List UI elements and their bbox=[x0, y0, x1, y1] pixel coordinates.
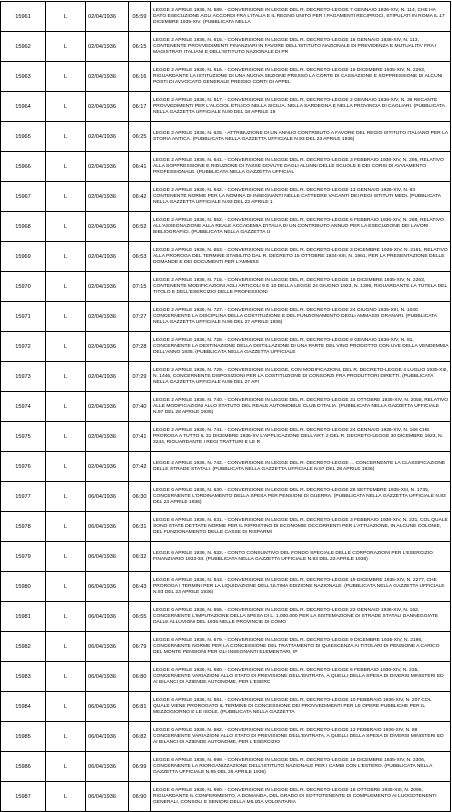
record-date-cell: 02/04/1936 bbox=[86, 2, 129, 32]
record-type-cell: L bbox=[46, 32, 86, 62]
record-time-cell: 06:25 bbox=[129, 122, 151, 152]
record-type-cell: L bbox=[46, 242, 86, 272]
record-description-cell bbox=[151, 542, 451, 572]
record-time-cell: 07:15 bbox=[129, 272, 151, 302]
record-date-cell: 06/04/1936 bbox=[86, 602, 129, 632]
record-description-text: LEGGE 2 APRILE 1936, N. 625. - ATTRIBUZIONE DI UN ANNUO CONTRIBUTO A FAVORE DEL REGIO ISTITUTO ITALIANO PER LA STORIA ANTICA. (PUBBLICATA NELLA GAZZETTA UFFICIALE N.93 DEL 23 APRILE 1936) bbox=[153, 130, 448, 142]
record-number-cell: 15966 bbox=[1, 152, 46, 182]
record-date-cell: 06/04/1936 bbox=[86, 512, 129, 542]
record-description-text: LEGGE 6 APRILE 1936, N. 690. - CONVERSIONE IN LEGGE DEL R. DECRETO-LEGGE 18 OTTOBRE 1935-XIII, N. 2096, RIGUARDANTE IL CONFERIMENTO, A DOMANDA, DEL GRADO DI SOTTOTENENTE DI COMPLEMENTO AI LUOGOTENENTI GENERALI, CONSOLI E SENIORI DELLA MILIZIA VOLONTARIA bbox=[153, 787, 437, 805]
record-number-cell: 15965 bbox=[1, 122, 46, 152]
record-date-cell: 02/04/1936 bbox=[86, 62, 129, 92]
record-number-cell: 15967 bbox=[1, 182, 46, 212]
record-type-cell: L bbox=[46, 92, 86, 122]
record-time-cell: 06:90 bbox=[129, 782, 151, 812]
record-number-cell: 15973 bbox=[1, 362, 46, 392]
record-description-text: LEGGE 2 APRILE 1936, N. 729. - CONVERSIONE IN LEGGE, CON MODIFICAZIONI, DEL R. DECRETO-LEGGE 4 LUGLIO 1935-XIII, N. 1446, CONCERNENTE DISPOSIZIONI PER LA COSTITUZIONE DI CONSORZI FRA PRODUTTORI DIRETTI. (PUBBLICATA NELLA GAZZETTA UFFICIALE N.96 DEL 27 API bbox=[153, 367, 448, 385]
table-row[interactable] bbox=[1, 362, 451, 392]
record-description-text: LEGGE 2 APRILE 1936, N. 642. - CONVERSIONE IN LEGGE DEL R. DECRETO-LEGGE 13 GENNAIO 1936-XIV, N. 93 CONTENENTE NORME PER LA NOMINA DI INSEGNANTI NELLE CATTEDRE VACANTI DEI REGI ISTITUTI MEDI. (PUBBLICATA NELLA GAZZETTA UFFICIALE N.93 DEL 23 APRILE 1 bbox=[153, 187, 441, 205]
record-type-cell: L bbox=[46, 752, 86, 782]
record-type-cell: L bbox=[46, 62, 86, 92]
record-date-cell: 02/04/1936 bbox=[86, 362, 129, 392]
record-description-cell bbox=[151, 692, 451, 722]
record-date-cell: 02/04/1936 bbox=[86, 92, 129, 122]
record-date-cell: 06/04/1936 bbox=[86, 632, 129, 662]
record-description-text: LEGGE 6 APRILE 1936, N. 699. - CONVERSIONE IN LEGGE DEL R. DECRETO-LEGGE 19 DICEMBRE 1935-XIV, N. 2306, CONCERNENTE LA RIORGANIZZAZIONE DELL'ISTITUTO NAZIONALE PER I CAMBI CON L'ESTERO. (PUBBLICATA NELLA GAZZETTA UFFICIALE N.95 DEL 25 APRILE 1936) bbox=[153, 757, 433, 775]
record-number-cell: 15979 bbox=[1, 542, 46, 572]
record-date-cell: 02/04/1936 bbox=[86, 212, 129, 242]
record-description-text: LEGGE 6 APRILE 1936, N. 680. - CONVERSIONE IN LEGGE DEL R. DECRETO-LEGGE 6 FEBBRAIO 1936-XIV, N. 235, CONCERNENTE VARIAZIONI ALLO STATO DI PREVISIONE DELL'ENTRATA, A QUELLI DELLA SPESA DI DIVERSI MINISTERI ED AI BILANCI DI AZIENDE AUTONOME, PER L'ESERC bbox=[153, 667, 444, 685]
record-description-text: LEGGE 2 APRILE 1936, N. 741. - CONVERSIONE IN LEGGE DEL R. DECRETO-LEGGE 24 GENNAIO 1936-XIV, N. 166 CHE PROROGA A TUTTO IL 31 DICEMBRE 1936-XV L'APPLICAZIONE DELL'ART. 2 DEL R. DECRETO-LEGGE 30 DICEMBRE 1923, N. 3244, RIGUARDANTE I REGI TRATTURI E LE R bbox=[153, 427, 444, 445]
record-description-text: LEGGE 2 APRILE 1936, N. 652. - CONVERSIONE IN LEGGE DEL R. DECRETO-LEGGE 6 FEBBRAIO 1936-XIV, N. 288, RELATIVO ALL'ASSEGNAZIONE ALLA REALE ACCADEMIA D'ITALIA DI UN CONTRIBUTO ANNUO PER LA ESECUZIONE DEI LAVORI BIBLIOGRAFICI. (PUBBLICATA NELLA GAZZETTA U bbox=[153, 217, 444, 235]
record-time-cell: 07:42 bbox=[129, 452, 151, 482]
record-description-cell bbox=[151, 572, 451, 602]
record-number-cell: 15976 bbox=[1, 452, 46, 482]
record-description-cell bbox=[151, 302, 451, 332]
record-time-cell: 07:28 bbox=[129, 332, 151, 362]
record-description-text: LEGGE 2 APRILE 1936, N. 727. - CONVERSIONE IN LEGGE DEL R. DECRETO-LEGGE 24 GIUGNO 1935-XIII, N. 1040 CONCERNENTE LA DISCIPLINA DELLA COSTITUZIONE E DEL FUNZIONAMENTO DEGLI AMMASSI GRANARI. (PUBBLICATA NELLA GAZZETTA UFFICIALE N.96 DEL 27 APRILE 1936) bbox=[153, 307, 437, 325]
record-time-cell: 06:31 bbox=[129, 512, 151, 542]
record-description-cell bbox=[151, 512, 451, 542]
record-type-cell: L bbox=[46, 662, 86, 692]
record-description-cell bbox=[151, 332, 451, 362]
table-row[interactable] bbox=[1, 2, 451, 32]
record-type-cell: L bbox=[46, 782, 86, 812]
table-row[interactable] bbox=[1, 692, 451, 722]
table-row[interactable] bbox=[1, 212, 451, 242]
record-description-text: LEGGE 6 APRILE 1936, N. 643. - CONVERSIONE IN LEGGE DEL R. DECRETO-LEGGE 19 DICEMBRE 1935-XIV, N. 2277, CHE PROROGA I TERMINI PER LA LIQUIDAZIONE DELL'ULTIMA EDIZIONE NAZIONALE. (PUBBLICATA NELLA GAZZETTA UFFICIALE N.93 DEL 23 APRILE 1936) bbox=[153, 577, 445, 595]
record-number-cell: 15962 bbox=[1, 32, 46, 62]
record-description-text: LEGGE 6 APRILE 1936, N. 655. - CONVERSIONE IN LEGGE DEL R. DECRETO-LEGGE 23 GENNAIO 1936-XIV, N. 162, CONCERNENTE L'IMPUTAZIONE DELLA SPESA DI L. 1.000.000 PER LA SISTEMAZIONE DI STRADE STATALI DANNEGGIATE DALLE ALLUVIONI DEL 1935 NELLE PROVINCIE DI COMO bbox=[153, 607, 439, 625]
record-time-cell: 06:41 bbox=[129, 152, 151, 182]
record-date-cell: 06/04/1936 bbox=[86, 482, 129, 512]
record-date-cell: 06/04/1936 bbox=[86, 782, 129, 812]
record-number-cell: 15969 bbox=[1, 242, 46, 272]
record-description-cell bbox=[151, 182, 451, 212]
record-type-cell: L bbox=[46, 362, 86, 392]
record-number-cell: 15971 bbox=[1, 302, 46, 332]
record-time-cell: 06:42 bbox=[129, 182, 151, 212]
record-number-cell: 15970 bbox=[1, 272, 46, 302]
table-row[interactable] bbox=[1, 722, 451, 752]
record-date-cell: 06/04/1936 bbox=[86, 572, 129, 602]
record-time-cell: 06:80 bbox=[129, 662, 151, 692]
record-type-cell: L bbox=[46, 392, 86, 422]
record-time-cell: 06:79 bbox=[129, 632, 151, 662]
record-date-cell: 02/04/1936 bbox=[86, 392, 129, 422]
table-row[interactable] bbox=[1, 182, 451, 212]
records-table-body bbox=[1, 2, 451, 812]
record-description-cell bbox=[151, 782, 451, 812]
table-row[interactable] bbox=[1, 392, 451, 422]
record-date-cell: 02/04/1936 bbox=[86, 272, 129, 302]
record-time-cell: 07:40 bbox=[129, 392, 151, 422]
record-description-cell bbox=[151, 122, 451, 152]
record-description-cell bbox=[151, 452, 451, 482]
record-number-cell: 15985 bbox=[1, 722, 46, 752]
record-type-cell: L bbox=[46, 572, 86, 602]
table-row[interactable] bbox=[1, 62, 451, 92]
record-type-cell: L bbox=[46, 692, 86, 722]
record-number-cell: 15981 bbox=[1, 602, 46, 632]
record-number-cell: 15983 bbox=[1, 662, 46, 692]
record-description-text: LEGGE 6 APRILE 1936, N. 682. - CONVERSIONE IN LEGGE DEL R. DECRETO-LEGGE 13 FEBBRAIO 1936-XIV, N. 88 CONCERNENTE VARIAZIONI ALLO STATO DI PREVISIONE DELL'ENTRATA, A QUELLI DELLA SPESA DI DIVERSI MINISTERI ED AI BILANCI DI AZIENDE AUTONOME, PER L'ESERCIZIO bbox=[153, 727, 444, 745]
record-time-cell: 06:30 bbox=[129, 482, 151, 512]
table-row[interactable] bbox=[1, 302, 451, 332]
record-type-cell: L bbox=[46, 212, 86, 242]
record-date-cell: 06/04/1936 bbox=[86, 752, 129, 782]
record-type-cell: L bbox=[46, 422, 86, 452]
record-description-text: LEGGE 2 APRILE 1936, N. 589. - CONVERSIONE IN LEGGE DEL R. DECRETO-LEGGE 7 GENNAIO 1936-XIV, N. 114, CHE HA DATO ESECUZIONE AGLI ACCORDI FRA L'ITALIA E IL REGNO UNITO PER I PAGAMENTI RECIPROCI, STIPULATI IN ROMA IL 17 DICEMBRE 1935-XIV. (PUBBLICATA NELLA bbox=[153, 7, 445, 25]
record-description-cell bbox=[151, 752, 451, 782]
record-description-cell bbox=[151, 392, 451, 422]
record-description-text: LEGGE 2 APRILE 1936, N. 728. - CONVERSIONE IN LEGGE DEL R. DECRETO-LEGGE 9 GENNAIO 1936-XIV, N. 81, CONCERNENTE LA DESTINAZIONE DELLA DISTILLAZIONE DI UNA PARTE DEL VINO PRODOTTO CON UVE DELLA VENDEMMIA DELL'ANNO 1935. (PUBBLICATA NELLA GAZZETTA UFFICIALE bbox=[153, 337, 449, 355]
record-date-cell: 02/04/1936 bbox=[86, 242, 129, 272]
record-time-cell: 06:82 bbox=[129, 722, 151, 752]
record-number-cell: 15968 bbox=[1, 212, 46, 242]
record-description-cell bbox=[151, 242, 451, 272]
record-date-cell: 06/04/1936 bbox=[86, 662, 129, 692]
record-description-cell bbox=[151, 212, 451, 242]
record-description-cell bbox=[151, 32, 451, 62]
record-time-cell: 06:52 bbox=[129, 212, 151, 242]
record-date-cell: 06/04/1936 bbox=[86, 722, 129, 752]
record-description-cell bbox=[151, 62, 451, 92]
record-description-text: LEGGE 2 APRILE 1936, N. 653. - CONVERSIONE IN LEGGE DEL R. DECRETO-LEGGE 3 DICEMBRE 1935-XIV, N. 2161, RELATIVO ALLA PROROGA DEL TERMINE STABILITO DAL R. DECRETO 15 OTTOBRE 1934-XIII, N. 1961, PER LA PRESENTAZIONE DELLE DOMANDE E DEI DOCUMENTI PER L'AMMISS bbox=[153, 247, 448, 265]
record-description-cell bbox=[151, 722, 451, 752]
table-row[interactable] bbox=[1, 662, 451, 692]
record-number-cell: 15987 bbox=[1, 782, 46, 812]
record-type-cell: L bbox=[46, 722, 86, 752]
record-time-cell: 07:29 bbox=[129, 362, 151, 392]
record-description-cell bbox=[151, 152, 451, 182]
record-number-cell: 15982 bbox=[1, 632, 46, 662]
record-description-text: LEGGE 6 APRILE 1936, N. 632. - CONTO CONSUNTIVO DEL FONDO SPECIALE DELLE CORPORAZIONI PER L'ESERCIZIO FINANZIARIO 1933-34. (PUBBLICATA NELLA GAZZETTA UFFICIALE N.93 DEL 23 APRILE 1936) bbox=[153, 550, 433, 562]
table-row[interactable] bbox=[1, 32, 451, 62]
record-description-text: LEGGE 2 APRILE 1936, N. 617. - CONVERSIONE IN LEGGE DEL R. DECRETO-LEGGE 2 GENNAIO 1936-XIV, N. 39 RECANTE PROVVEDIMENTI PER L'ALCOOL ETILICO NELLA SICILIA, NELLA SARDEGNA E NELLA PROVINCIA DI CAGLIARI. (PUBBLICATA NELLA GAZZETTA UFFICIALE N.90 DEL 18 APRILE 19 bbox=[153, 97, 445, 115]
record-date-cell: 02/04/1936 bbox=[86, 452, 129, 482]
record-number-cell: 15975 bbox=[1, 422, 46, 452]
record-type-cell: L bbox=[46, 542, 86, 572]
record-time-cell: 05:59 bbox=[129, 2, 151, 32]
record-description-text: LEGGE 6 APRILE 1936, N. 630. - CONVERSIONE IN LEGGE DEL R. DECRETO-LEGGE 28 SETTEMBRE 1935-XIII, N. 1735, CONCERNENTE L'ORDINAMENTO DELLA SPESA PER PENSIONI DI GUERRA. (PUBBLICATA NELLA GAZZETTA UFFICIALE N.93 DEL 23 APRILE 1936) bbox=[153, 487, 446, 505]
record-type-cell: L bbox=[46, 452, 86, 482]
record-time-cell: 07:41 bbox=[129, 422, 151, 452]
record-date-cell: 02/04/1936 bbox=[86, 332, 129, 362]
record-number-cell: 15974 bbox=[1, 392, 46, 422]
record-date-cell: 02/04/1936 bbox=[86, 122, 129, 152]
record-description-cell bbox=[151, 272, 451, 302]
record-date-cell: 02/04/1936 bbox=[86, 422, 129, 452]
record-date-cell: 06/04/1936 bbox=[86, 542, 129, 572]
record-type-cell: L bbox=[46, 302, 86, 332]
records-table bbox=[0, 1, 451, 812]
record-time-cell: 06:32 bbox=[129, 542, 151, 572]
record-number-cell: 15961 bbox=[1, 2, 46, 32]
table-row[interactable] bbox=[1, 602, 451, 632]
record-description-cell bbox=[151, 662, 451, 692]
record-date-cell: 02/04/1936 bbox=[86, 182, 129, 212]
record-description-cell bbox=[151, 362, 451, 392]
table-row[interactable] bbox=[1, 782, 451, 812]
record-description-cell bbox=[151, 602, 451, 632]
record-number-cell: 15980 bbox=[1, 572, 46, 602]
record-description-cell bbox=[151, 482, 451, 512]
record-time-cell: 06:55 bbox=[129, 602, 151, 632]
table-row[interactable] bbox=[1, 752, 451, 782]
record-type-cell: L bbox=[46, 482, 86, 512]
record-time-cell: 06:16 bbox=[129, 62, 151, 92]
record-type-cell: L bbox=[46, 272, 86, 302]
record-description-text: LEGGE 2 APRILE 1936, N. 616. - CONVERSIONE IN LEGGE DEL R. DECRETO-LEGGE 16 DICEMBRE 1935-XIV, N. 2293, RIGUARDANTE LA ISTITUZIONE DI UNA NUOVA SEZIONE PRESSO LA CORTE DI CASSAZIONE E SOPPRESSIONE DI ALCUNI POSTI DI AVVOCATO GENERALE PRESSO CORTI DI APPEL bbox=[153, 67, 443, 85]
table-row[interactable] bbox=[1, 272, 451, 302]
record-time-cell: 06:53 bbox=[129, 242, 151, 272]
record-number-cell: 15984 bbox=[1, 692, 46, 722]
record-date-cell: 02/04/1936 bbox=[86, 32, 129, 62]
table-row[interactable] bbox=[1, 92, 451, 122]
record-time-cell: 06:17 bbox=[129, 92, 151, 122]
table-row[interactable] bbox=[1, 422, 451, 452]
record-type-cell: L bbox=[46, 332, 86, 362]
record-description-text: LEGGE 2 APRILE 1936, N. 715. - CONVERSIONE IN LEGGE DEL R. DECRETO-LEGGE 19 DICEMBRE 1935-XIV, N. 2263, CONTENENTE MODIFICAZIONI AGLI ARTICOLI 9 E 10 DELLA LEGGE 24 GIUGNO 1923, N. 1395, RIGUARDANTE LA TUTELA DEL TITOLO E DELL'ESERCIZIO DELLE PROFESSIONI bbox=[153, 277, 447, 295]
record-number-cell: 15964 bbox=[1, 92, 46, 122]
record-time-cell: 06:99 bbox=[129, 752, 151, 782]
record-description-text: LEGGE 6 APRILE 1936, N. 679. - CONVERSIONE IN LEGGE DEL R. DECRETO-LEGGE 9 DICEMBRE 1935-XIV, N. 2196, CONCERNENTE NORME PER LA CONCESSIONE DEL TRATTAMENTO DI QUIESCENZA AI TITOLARI DI PENSIONE A CARICO DEL MONTE PENSIONI PER GLI INSEGNANTI ELEMENTARI, IP bbox=[153, 637, 440, 655]
record-time-cell: 06:15 bbox=[129, 32, 151, 62]
record-description-text: LEGGE 2 APRILE 1936, N. 742. - CONVERSIONE IN LEGGE DEL R. DECRETO-LEGGE ... CONCERNENTE LA CLASSIFICAZIONE DELLE STRADE STATALI. (PUBBLICATA NELLA GAZZETTA UFFICIALE N.97 DEL 28 APRILE 1936) bbox=[153, 460, 446, 472]
record-description-cell bbox=[151, 632, 451, 662]
record-type-cell: L bbox=[46, 2, 86, 32]
record-description-cell bbox=[151, 422, 451, 452]
table-row[interactable] bbox=[1, 122, 451, 152]
record-type-cell: L bbox=[46, 602, 86, 632]
record-description-text: LEGGE 2 APRILE 1936, N. 615. - CONVERSIONE IN LEGGE DEL R. DECRETO-LEGGE 16 GENNAIO 1936-XIV, N. 113, CONTENENTE PROVVEDIMENTI FINANZIARI IN FAVORE DELL'ISTITUTO NAZIONALE DI PREVIDENZA E MUTUALITA' FRA I MAGISTRATI ITALIANI E DELL'ISTITUTO NAZIONALE DI PR bbox=[153, 37, 437, 55]
record-date-cell: 02/04/1936 bbox=[86, 152, 129, 182]
record-description-text: LEGGE 2 APRILE 1936, N. 641. - CONVERSIONE IN LEGGE DEL R. DECRETO-LEGGE 3 FEBBRAIO 1936-XIV, N. 295, RELATIVO ALLA SOPPRESSIONE E RIDUZIONE DI TASSE DOVUTE DAGLI ALUNNI DELLE SCUOLE E DEI CORSI DI AVVIAMENTO PROFESSIONALE. (PUBBLICATA NELLA GAZZETTA UFFICIAL bbox=[153, 157, 444, 175]
record-description-cell bbox=[151, 92, 451, 122]
record-time-cell: 07:27 bbox=[129, 302, 151, 332]
table-row[interactable] bbox=[1, 512, 451, 542]
table-row[interactable] bbox=[1, 632, 451, 662]
record-type-cell: L bbox=[46, 182, 86, 212]
record-time-cell: 06:81 bbox=[129, 692, 151, 722]
record-time-cell: 06:43 bbox=[129, 572, 151, 602]
table-row[interactable] bbox=[1, 332, 451, 362]
record-number-cell: 15963 bbox=[1, 62, 46, 92]
record-number-cell: 15978 bbox=[1, 512, 46, 542]
record-type-cell: L bbox=[46, 152, 86, 182]
record-number-cell: 15977 bbox=[1, 482, 46, 512]
record-description-text: LEGGE 6 APRILE 1936, N. 631. - CONVERSIONE IN LEGGE DEL R. DECRETO-LEGGE 3 FEBBRAIO 1936-XIV, N. 231, COL QUALE SONO STATE DETTATE NORME PER IL RIPRISTINO DI ECONOMIE OCCORRENTI PER L'ATTUAZIONE, IN ALCUNE COLONIE, DEL FUNZIONAMENTO DELLE CASSE DI RISPARMI bbox=[153, 517, 448, 535]
table-row[interactable] bbox=[1, 242, 451, 272]
record-description-cell bbox=[151, 2, 451, 32]
table-row[interactable] bbox=[1, 542, 451, 572]
table-row[interactable] bbox=[1, 572, 451, 602]
record-type-cell: L bbox=[46, 122, 86, 152]
record-type-cell: L bbox=[46, 632, 86, 662]
table-row[interactable] bbox=[1, 452, 451, 482]
record-date-cell: 06/04/1936 bbox=[86, 692, 129, 722]
record-date-cell: 02/04/1936 bbox=[86, 302, 129, 332]
record-description-text: LEGGE 2 APRILE 1936, N. 740. - CONVERSIONE IN LEGGE DEL R. DECRETO-LEGGE 31 OTTOBRE 1935-XIV, N. 2058, RELATIVO ALLE MODIFICAZIONI ALLO STATUTO DEL REALE AUTOMOBILE CLUB D'ITALIA. (PUBBLICATA NELLA GAZZETTA UFFICIALE N.97 DEL 28 APRILE 1936) bbox=[153, 397, 449, 415]
record-description-text: LEGGE 6 APRILE 1936, N. 681. - CONVERSIONE IN LEGGE DEL R. DECRETO-LEGGE 10 FEBBRAIO 1936-XIV, N. 207 COL QUALE VIENE PROROGATO IL TERMINE DI CONCESSIONE DEI PROVVEDIMENTI PER LE OPERE PUBBLICHE PER IL MEZZOGIORNO E LE ISOLE. (PUBBLICATA NELLA GAZZETTA bbox=[153, 697, 432, 715]
table-row[interactable] bbox=[1, 482, 451, 512]
table-row[interactable] bbox=[1, 152, 451, 182]
record-number-cell: 15986 bbox=[1, 752, 46, 782]
record-number-cell: 15972 bbox=[1, 332, 46, 362]
record-type-cell: L bbox=[46, 512, 86, 542]
